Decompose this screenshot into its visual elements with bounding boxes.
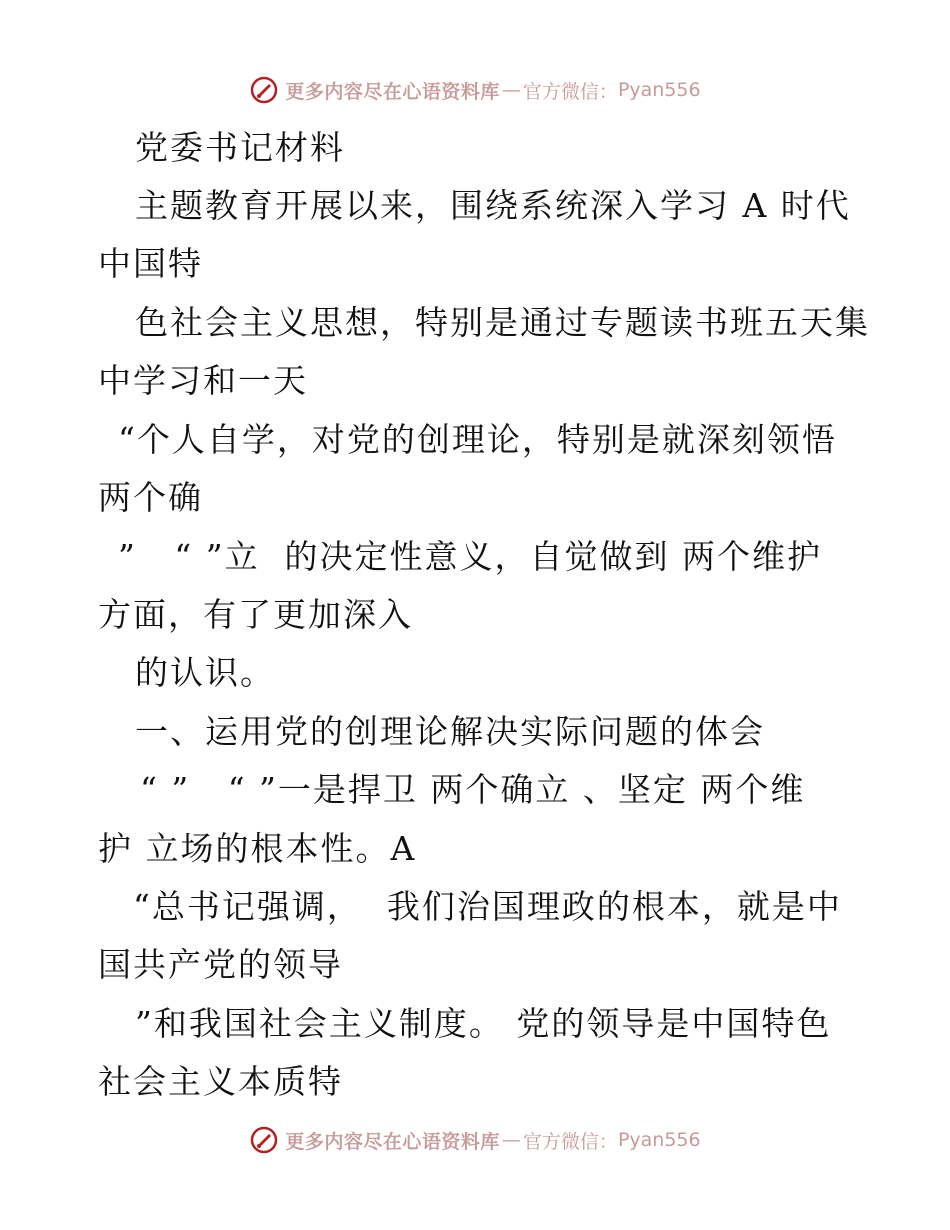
doc-line: 主题教育开展以来，围绕系统深入学习 A 时代 xyxy=(135,186,851,225)
banner-wechat-id: Pyan556 xyxy=(617,1129,701,1151)
banner-wechat-label: 官方微信： xyxy=(522,1130,618,1153)
banner-wechat-label: 官方微信： xyxy=(522,80,618,103)
doc-line: 方面，有了更加深入 xyxy=(98,595,413,634)
doc-line: ” “ ”立 的决定性意义，自觉做到 两个维护 xyxy=(118,537,823,576)
doc-line: “个人自学，对党的创理论，特别是就深刻领悟 xyxy=(118,420,837,459)
banner-main-text: 更多内容尽在心语资料库 xyxy=(285,1130,500,1153)
footer-banner xyxy=(0,1120,950,1160)
banner-wechat-id: Pyan556 xyxy=(617,79,701,101)
doc-line: 色社会主义思想，特别是通过专题读书班五天集 xyxy=(135,303,870,342)
doc-line: 社会主义本质特 xyxy=(98,1062,343,1101)
doc-line: 国共产党的领导 xyxy=(98,945,343,984)
doc-line: 中国特 xyxy=(98,244,203,283)
doc-line: 的认识。 xyxy=(135,653,275,692)
doc-line: “总书记强调， 我们治国理政的根本，就是中 xyxy=(133,887,842,926)
doc-line: 两个确 xyxy=(98,478,203,517)
banner-separator: — xyxy=(501,1129,521,1151)
doc-line: ”和我国社会主义制度。 党的领导是中国特色 xyxy=(135,1004,832,1043)
banner-main-text: 更多内容尽在心语资料库 xyxy=(285,80,500,103)
doc-section-heading: 一、运用党的创理论解决实际问题的体会 xyxy=(135,712,765,751)
banner-separator: — xyxy=(501,79,521,101)
doc-line: 中学习和一天 xyxy=(98,361,308,400)
doc-title: 党委书记材料 xyxy=(135,128,345,167)
doc-line: 护 立场的根本性。A xyxy=(98,829,417,868)
doc-line: “ ” “ ”一是捍卫 两个确立 、坚定 两个维 xyxy=(140,770,806,809)
logo-icon xyxy=(249,1125,279,1155)
